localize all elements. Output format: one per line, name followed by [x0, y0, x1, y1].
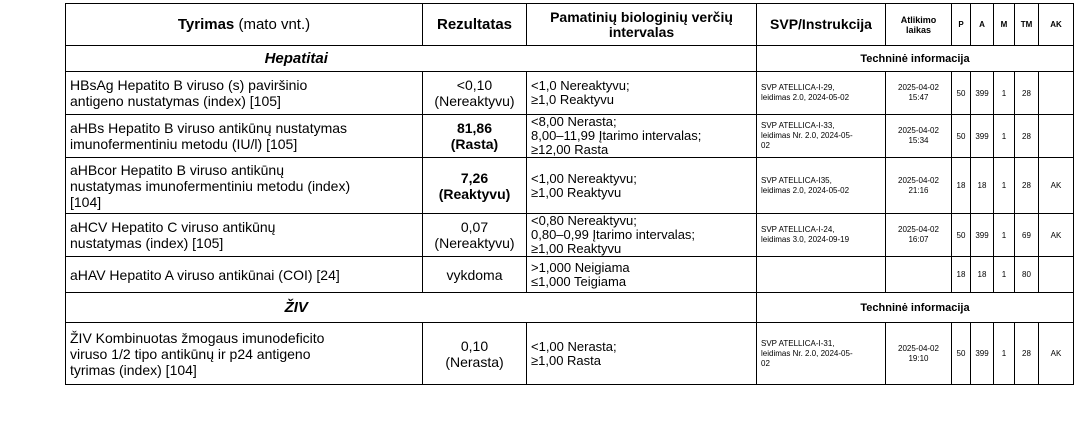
reference-interval — [527, 257, 757, 293]
a-value: 399 — [971, 72, 994, 115]
text-line: 2025-04-02 — [898, 175, 939, 185]
text-line: 0,07 — [460, 219, 489, 235]
text-line: leidimas Nr. 2.0, 2024-05- — [761, 348, 853, 358]
ak-value — [1039, 257, 1074, 293]
header-m: M — [994, 4, 1015, 46]
text-line: nustatymas imunofermentiniu metodu (index) — [70, 177, 351, 194]
text-line: (Nerasta) — [445, 353, 504, 370]
table-row — [66, 72, 1074, 115]
text-line: 7,26 — [460, 169, 489, 186]
section-header-row — [66, 46, 1074, 72]
text-line: nustatymas (index) [105] — [70, 235, 224, 251]
section-title: ŽIV — [66, 293, 527, 323]
text-line: ≤1,000 Teigiama — [531, 273, 627, 289]
text-line: 16:07 — [908, 235, 929, 244]
text-line: aHBs Hepatito B viruso antikūnų nustatymas — [70, 120, 348, 136]
text-line: [104] — [70, 193, 102, 210]
result-value — [423, 214, 527, 257]
section-spacer — [527, 46, 757, 72]
header-p: P — [952, 4, 971, 46]
text-line: 15:47 — [908, 93, 929, 102]
m-value: 1 — [994, 115, 1015, 158]
test-name — [66, 158, 423, 214]
completion-time — [886, 257, 952, 293]
text-line: (Nereaktyvu) — [434, 235, 515, 251]
header-test: Tyrimas (mato vnt.) — [66, 4, 423, 46]
svp-instruction — [757, 323, 886, 385]
a-value: 18 — [971, 158, 994, 214]
text-line: >1,000 Neigiama — [531, 259, 630, 275]
text-line: <1,00 Nereaktyvu; — [531, 170, 637, 186]
tm-value: 28 — [1015, 158, 1039, 214]
text-line: <1,0 Nereaktyvu; — [531, 78, 630, 93]
text-line: <0,80 Nereaktyvu; — [531, 213, 637, 228]
p-value: 18 — [952, 257, 971, 293]
header-svp: SVP/Instrukcija — [757, 4, 886, 46]
header-reference: Pamatinių biologinių verčių intervalas — [527, 4, 757, 46]
text-line: 0,10 — [460, 337, 489, 354]
p-value: 50 — [952, 72, 971, 115]
text-line: ŽIV Kombinuotas žmogaus imunodeficito — [70, 329, 325, 346]
header-time: Atlikimo laikas — [886, 4, 952, 46]
reference-interval — [527, 214, 757, 257]
text-line: 02 — [761, 141, 770, 150]
p-value: 50 — [952, 323, 971, 385]
table-row — [66, 158, 1074, 214]
completion-time — [886, 214, 952, 257]
p-value: 18 — [952, 158, 971, 214]
ak-value: AK — [1039, 158, 1074, 214]
text-line: antigeno nustatymas (index) [105] — [70, 93, 281, 109]
tm-value: 28 — [1015, 323, 1039, 385]
text-line: (Reaktyvu) — [438, 185, 511, 202]
text-line: ≥12,00 Rasta — [531, 142, 609, 157]
reference-interval — [527, 158, 757, 214]
text-line: 02 — [761, 358, 770, 368]
text-line: 2025-04-02 — [898, 83, 939, 92]
text-line: 0,80–0,99 Įtarimo intervalas; — [531, 227, 696, 242]
m-value: 1 — [994, 323, 1015, 385]
m-value: 1 — [994, 214, 1015, 257]
svp-instruction — [757, 214, 886, 257]
svp-instruction — [757, 115, 886, 158]
ak-value — [1039, 115, 1074, 158]
text-line: 19:10 — [908, 353, 929, 363]
completion-time — [886, 323, 952, 385]
a-value: 399 — [971, 323, 994, 385]
completion-time — [886, 115, 952, 158]
section-technical-info: Techninė informacija — [757, 293, 1074, 323]
ak-value: AK — [1039, 323, 1074, 385]
section-header-row — [66, 293, 1074, 323]
text-line: ≥1,00 Reaktyvu — [531, 184, 622, 200]
text-line: vykdoma — [446, 266, 503, 283]
section-spacer — [527, 293, 757, 323]
text-line: SVP ATELLICA-I-24, — [761, 225, 835, 234]
test-name — [66, 214, 423, 257]
result-value — [423, 257, 527, 293]
text-line: SVP ATELLICA-I-31, — [761, 338, 835, 348]
result-value — [423, 72, 527, 115]
header-ak: AK — [1039, 4, 1074, 46]
svp-instruction — [757, 257, 886, 293]
completion-time — [886, 72, 952, 115]
table-row — [66, 323, 1074, 385]
a-value: 399 — [971, 115, 994, 158]
text-line: <1,00 Nerasta; — [531, 338, 617, 354]
text-line: SVP ATELLICA-I-33, — [761, 121, 835, 130]
test-name — [66, 323, 423, 385]
text-line: aHCV Hepatito C viruso antikūnų — [70, 219, 276, 235]
reference-interval — [527, 323, 757, 385]
header-tm: TM — [1015, 4, 1039, 46]
m-value: 1 — [994, 257, 1015, 293]
m-value: 1 — [994, 158, 1015, 214]
test-name — [66, 115, 423, 158]
header-a: A — [971, 4, 994, 46]
text-line: (Nereaktyvu) — [434, 93, 515, 109]
p-value: 50 — [952, 115, 971, 158]
text-line: 2025-04-02 — [898, 225, 939, 234]
svp-instruction — [757, 72, 886, 115]
text-line: aHAV Hepatito A viruso antikūnai (COI) [24] — [70, 266, 340, 283]
result-value — [423, 158, 527, 214]
text-line: 15:34 — [908, 136, 929, 145]
text-line: SVP ATELLICA-I-29, — [761, 83, 835, 92]
text-line: <8,00 Nerasta; — [531, 114, 617, 129]
m-value: 1 — [994, 72, 1015, 115]
text-line: ≥1,00 Rasta — [531, 352, 602, 368]
test-name — [66, 72, 423, 115]
text-line: imunofermentiniu metodu (IU/l) [105] — [70, 136, 298, 152]
text-line: tyrimas (index) [104] — [70, 361, 197, 378]
table-row — [66, 115, 1074, 158]
reference-interval — [527, 72, 757, 115]
header-result: Rezultatas — [423, 4, 527, 46]
text-line: viruso 1/2 tipo antikūnų ir p24 antigeno — [70, 345, 311, 362]
lab-results-table — [65, 3, 1074, 385]
text-line: leidimas Nr. 2.0, 2024-05- — [761, 131, 853, 140]
text-line: leidimas 3.0, 2024-09-19 — [761, 235, 850, 244]
tm-value: 80 — [1015, 257, 1039, 293]
table-row — [66, 214, 1074, 257]
text-line: 2025-04-02 — [898, 343, 939, 353]
text-line: ≥1,00 Reaktyvu — [531, 241, 622, 256]
text-line: 8,00–11,99 Įtarimo intervalas; — [531, 128, 702, 143]
ak-value — [1039, 72, 1074, 115]
tm-value: 28 — [1015, 72, 1039, 115]
svp-instruction — [757, 158, 886, 214]
text-line: ≥1,0 Reaktyvu — [531, 92, 615, 107]
text-line: SVP ATELLICA-I35, — [761, 175, 832, 185]
text-line: aHBcor Hepatito B viruso antikūnų — [70, 161, 284, 178]
result-value — [423, 323, 527, 385]
ak-value: AK — [1039, 214, 1074, 257]
tm-value: 28 — [1015, 115, 1039, 158]
reference-interval — [527, 115, 757, 158]
table-header-row — [66, 4, 1074, 46]
text-line: <0,10 — [456, 77, 493, 93]
text-line: 21:16 — [908, 185, 929, 195]
text-line: 2025-04-02 — [898, 126, 939, 135]
text-line: leidimas 2.0, 2024-05-02 — [761, 185, 850, 195]
text-line: (Rasta) — [450, 136, 499, 152]
test-name — [66, 257, 423, 293]
text-line: 81,86 — [456, 120, 493, 136]
table-row — [66, 257, 1074, 293]
text-line: leidimas 2.0, 2024-05-02 — [761, 93, 850, 102]
text-line: HBsAg Hepatito B viruso (s) paviršinio — [70, 77, 308, 93]
a-value: 399 — [971, 214, 994, 257]
tm-value: 69 — [1015, 214, 1039, 257]
section-title: Hepatitai — [66, 46, 527, 72]
section-technical-info: Techninė informacija — [757, 46, 1074, 72]
a-value: 18 — [971, 257, 994, 293]
completion-time — [886, 158, 952, 214]
result-value — [423, 115, 527, 158]
p-value: 50 — [952, 214, 971, 257]
